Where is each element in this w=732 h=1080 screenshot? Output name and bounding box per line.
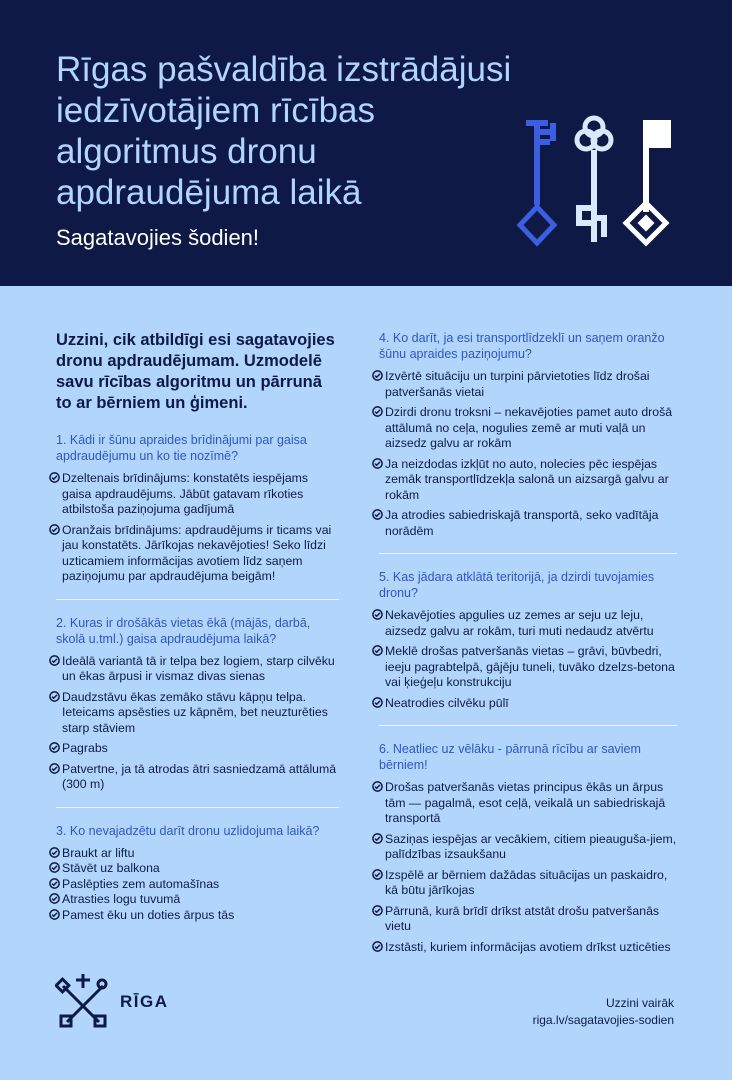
list-item xyxy=(372,940,677,956)
section-3 xyxy=(49,823,339,924)
check-circle-icon xyxy=(372,509,383,520)
section-1 xyxy=(49,432,339,585)
list-item-text: Saziņas iespējas ar vecākiem, citiem pieauguša-jiem, palīdzības izsaukšanu xyxy=(385,831,677,861)
check-circle-icon xyxy=(372,458,383,469)
list-item-text: Patvertne, ja tā atrodas ātri sasniedzamā attālumā (300 m) xyxy=(62,761,337,791)
list-item-text: Stāvēt uz balkona xyxy=(62,861,160,875)
section-heading: 2. Kuras ir drošākās vietas ēkā (mājās, darbā, skolā u.tml.) gaisa apdraudējuma laikā? xyxy=(56,615,311,646)
check-circle-icon xyxy=(49,893,60,904)
riga-coat-of-arms-icon xyxy=(55,972,111,1028)
list-item xyxy=(372,696,677,712)
list-item xyxy=(49,523,339,585)
section-2 xyxy=(49,615,339,793)
list-item xyxy=(49,762,339,793)
check-circle-icon xyxy=(49,763,60,774)
check-circle-icon xyxy=(49,742,60,753)
check-circle-icon xyxy=(49,524,60,535)
check-circle-icon xyxy=(372,609,383,620)
list-item-text: Nekavējoties apgulies uz zemes ar seju uz leju, aizsedz galvu ar rokām, turi muti nedaudz atvērtu xyxy=(385,608,654,638)
check-circle-icon xyxy=(372,941,383,952)
list-item-text: Meklē drošas patveršanās vietas – grāvi, būvbedri, ieeju pagrabtelpā, gājēju tuneli, tuvāko dzelzs-betona vai ķieģeļu konstrukciju xyxy=(385,644,675,689)
check-circle-icon xyxy=(372,833,383,844)
list-item-text: Braukt ar liftu xyxy=(62,845,135,860)
list-item xyxy=(49,892,339,908)
check-circle-icon xyxy=(49,878,60,889)
header-banner xyxy=(0,0,732,286)
list-item xyxy=(49,908,339,924)
list-item-text: Daudzstāvu ēkas zemāko stāvu kāpņu telpa. Ieteicams apsēsties uz kāpnēm, bet neuzturēties starp stāviem xyxy=(62,689,328,735)
check-circle-icon xyxy=(372,645,383,656)
divider xyxy=(379,553,677,554)
list-item-text: Neatrodies cilvēku pūlī xyxy=(385,695,509,710)
section-heading: 1. Kādi ir šūnu apraides brīdinājumi par gaisa apdraudējumu un ko tie nozīmē? xyxy=(56,433,307,463)
list-item xyxy=(372,369,677,400)
intro-text: Uzzini, cik atbildīgi esi sagatavojies dronu apdraudējumam. Uzmodelē savu rīcības algoritmu un pārrunā to ar bērniem un ģimeni. xyxy=(56,331,335,412)
section-4 xyxy=(372,330,677,539)
section-6 xyxy=(372,741,677,955)
list-item-text: Ideālā variantā tā ir telpa bez logiem, starp cilvēku un ēkas ārpusi ir vismaz divas sienas xyxy=(62,653,335,683)
list-item-text: Pagrabs xyxy=(62,741,108,755)
list-item xyxy=(372,868,677,899)
list-item xyxy=(372,904,677,935)
list-item xyxy=(372,644,677,691)
list-item-text: Izvērtē situāciju un turpini pārvietoties līdz drošai patveršanās vietai xyxy=(385,369,650,399)
list-item xyxy=(49,654,339,685)
left-column xyxy=(49,330,339,931)
section-heading: 3. Ko nevajadzētu darīt dronu uzlidojuma laikā? xyxy=(56,823,320,838)
check-circle-icon xyxy=(49,862,60,873)
right-column xyxy=(372,330,677,963)
footer-more-label: Uzzini vairāk xyxy=(605,996,674,1010)
list-item xyxy=(49,846,339,862)
check-circle-icon xyxy=(372,697,383,708)
check-circle-icon xyxy=(372,905,383,916)
section-5 xyxy=(372,569,677,711)
section-heading: 6. Neatliec uz vēlāku - pārrunā rīcību ar saviem bērniem! xyxy=(379,742,641,772)
list-item xyxy=(49,471,339,518)
check-circle-icon xyxy=(49,847,60,858)
list-item-text: Izstāsti, kuriem informācijas avotiem drīkst uzticēties xyxy=(385,939,671,954)
list-item-text: Drošas patveršanās vietas principus ēkās un ārpus tām — pagalmā, esot ceļā, veikalā un sabiedriskajā transportā xyxy=(385,780,666,825)
footer-brand: RĪGA xyxy=(120,992,169,1011)
list-item-text: Oranžais brīdinājums: apdraudējums ir ticams vai jau konstatēts. Jārīkojas nekavējoties! Seko līdzi uzticamiem informācijas avotiem līdz saņem paziņojumu par apdraudējuma beigām! xyxy=(62,522,332,583)
list-item xyxy=(49,690,339,737)
page-subtitle: Sagatavojies šodien! xyxy=(56,225,260,250)
check-circle-icon xyxy=(372,406,383,417)
list-item-text: Paslēpties zem automašīnas xyxy=(62,876,220,891)
list-item xyxy=(49,877,339,893)
check-circle-icon xyxy=(49,909,60,920)
list-item-text: Ja atrodies sabiedriskajā transportā, seko vadītāja norādēm xyxy=(385,508,659,538)
list-item xyxy=(372,457,677,504)
check-circle-icon xyxy=(372,781,383,792)
list-item xyxy=(372,405,677,452)
list-item-text: Dzeltenais brīdinājums: konstatēts iespējams gaisa apdraudējums. Jābūt gatavam rīkoties atbilstoša paziņojuma gadījumā xyxy=(62,471,309,516)
check-circle-icon xyxy=(372,370,383,381)
divider xyxy=(379,725,677,726)
section-heading: 4. Ko darīt, ja esi transportlīdzeklī un saņem oranžo šūnu apraides paziņojumu? xyxy=(379,331,665,361)
list-item xyxy=(372,508,677,539)
footer-info xyxy=(533,995,674,1029)
check-circle-icon xyxy=(49,691,60,702)
list-item xyxy=(49,861,339,877)
section-heading: 5. Kas jādara atklātā teritorijā, ja dzirdi tuvojamies dronu? xyxy=(379,570,655,600)
list-item-text: Izspēlē ar bērniem dažādas situācijas un paskaidro, kā būtu jārīkojas xyxy=(385,867,668,897)
check-circle-icon xyxy=(372,869,383,880)
list-item xyxy=(372,832,677,863)
check-circle-icon xyxy=(49,472,60,483)
list-item xyxy=(49,741,339,757)
footer-url-link[interactable]: riga.lv/sagatavojies-sodien xyxy=(532,1013,674,1027)
list-item-text: Pārrunā, kurā brīdī drīkst atstāt drošu patveršanās vietu xyxy=(385,903,660,933)
list-item-text: Ja neizdodas izkļūt no auto, nolecies pēc iespējas zemāk transportlīdzekļa salonā un aizsargā galvu ar rokām xyxy=(385,456,669,502)
list-item xyxy=(372,608,677,639)
list-item xyxy=(372,780,677,827)
list-item-text: Atrasties logu tuvumā xyxy=(62,892,181,906)
divider xyxy=(56,807,339,808)
page-title: Rīgas pašvaldība izstrādājusi iedzīvotājiem rīcības algoritmus dronu apdraudējuma laikā xyxy=(56,50,512,212)
list-item-text: Pamest ēku un doties ārpus tās xyxy=(62,907,235,922)
divider xyxy=(56,599,339,600)
riga-keys-icon xyxy=(510,115,680,250)
list-item-text: Dzirdi dronu troksni – nekavējoties pamet auto drošā attālumā no ceļa, nogulies zemē ar muti vaļā un aizsedz galvu ar rokām xyxy=(385,405,673,450)
check-circle-icon xyxy=(49,655,60,666)
